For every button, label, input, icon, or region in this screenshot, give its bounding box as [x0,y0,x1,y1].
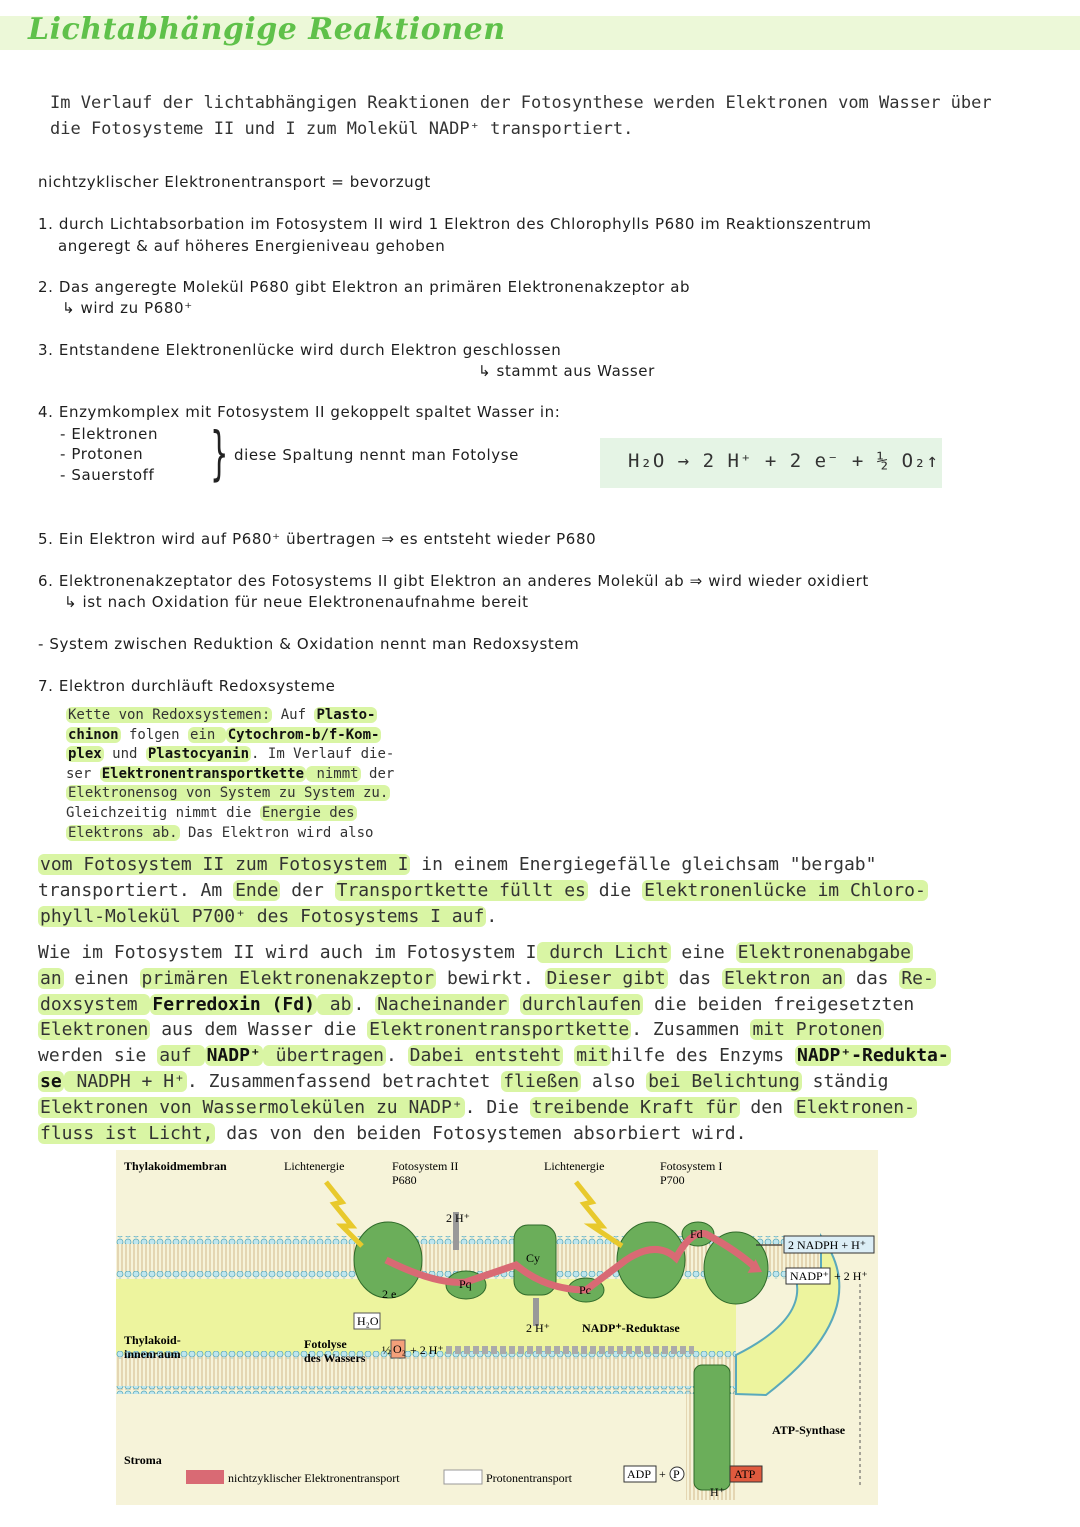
text-segment: Auf [272,707,315,723]
highlighted-text: Cytochrom-b/f-Kom- [227,726,380,743]
text-segment: eine [670,942,736,963]
label-h2o: H₂O [357,1314,379,1328]
label-2h-lumen: 2 H⁺ [526,1321,550,1335]
highlighted-text: Ende [235,879,279,901]
label-lichtenergie-1: Lichtenergie [284,1159,345,1173]
text-segment: Gleichzeitig nimmt die [66,804,260,821]
text-segment: . [486,905,498,927]
highlighted-text: Ferredoxin (Fd) [152,993,315,1015]
highlighted-text: Transportkette füllt es [336,879,586,901]
label-cy: Cy [526,1251,541,1265]
highlighted-text: Dabei entsteht [409,1045,562,1067]
step7-line: 7. Elektron durchläuft Redoxsysteme [38,677,336,695]
highlighted-text: Plastocyanin [147,746,250,763]
step5-line: 5. Ein Elektron wird auf P680⁺ übertragen ⇒ es entsteht wieder P680 [38,530,597,548]
text-segment: . Zusammen [631,1019,751,1041]
text-line [38,1017,1028,1043]
label-pq: Pq [459,1277,472,1291]
text-line [38,1069,1028,1095]
brace-glyph: } [210,419,229,487]
highlighted-text: Elektronenabgabe [737,942,911,963]
highlighted-text: Kette von Redoxsystemen: [68,707,271,723]
label-thylakoid-innenraum-1: Thylakoid- [124,1333,181,1347]
atp-synthase-stalk [694,1365,730,1490]
text-line [38,878,1028,904]
highlighted-text: Re- [901,967,934,989]
text-segment: das von den beiden Fotosystemen absorbiert wird. [215,1122,747,1144]
step6-line1: 6. Elektronenakzeptator des Fotosystems II gibt Elektron an anderes Molekül ab ⇒ wird wieder oxidiert [38,572,869,590]
text-line [66,804,426,824]
label-lichtenergie-2: Lichtenergie [544,1159,605,1173]
label-half: ½ [382,1343,391,1357]
text-segment: bewirkt. [436,967,545,989]
text-segment: einen [63,967,140,989]
highlighted-text: Elektron an [723,967,844,989]
highlighted-text: Elektronen- [795,1096,915,1118]
step4-line: 4. Enzymkomplex mit Fotosystem II gekoppelt spaltet Wasser in: [38,403,561,421]
highlighted-text: chinon [68,726,119,743]
photolysis-formula: H₂O → 2 H⁺ + 2 e⁻ + ½ O₂↑ [628,450,939,472]
step2-line2: ↳ wird zu P680⁺ [62,299,193,317]
text-segment: die beiden freigesetzten [643,993,915,1015]
lower-membrane-heads-bottom [116,1386,736,1394]
step1-line2: angeregt & auf höheres Energieniveau gehoben [58,237,446,255]
text-segment: werden sie [38,1045,158,1067]
label-nadph: 2 NADPH + H⁺ [788,1238,867,1252]
book-paragraph-2 [38,940,1028,1146]
text-segment: ständig [801,1070,889,1092]
text-segment: . [385,1045,408,1067]
label-o2: O₂ [393,1342,406,1356]
highlighted-text: vom Fotosystem II zum Fotosystem I [40,854,409,875]
highlighted-text: übertragen [264,1045,384,1067]
highlighted-text: ein [190,726,224,743]
text-segment: der [280,879,335,901]
highlighted-text: NADPH + H⁺ [65,1070,185,1092]
label-nadp-reduktase: NADP⁺-Reduktase [582,1321,680,1335]
step1-line1: 1. durch Lichtabsorbation im Fotosystem II wird 1 Elektron des Chlorophylls P680 im Reaktionszentrum [38,215,872,233]
legend-electron-arrow [186,1470,224,1484]
highlighted-text: Elektronen [40,1019,149,1041]
highlighted-text: mit Protonen [752,1019,883,1041]
text-segment: ser [66,765,100,782]
label-atp-synthase: ATP-Synthase [772,1423,846,1437]
label-thylakoidmembran: Thylakoidmembran [124,1159,227,1173]
text-segment: . Zusammenfassend betrachtet [186,1070,502,1092]
step4-item: - Sauerstoff [60,466,155,484]
legend-proton-arrow [444,1470,482,1484]
text-segment: transportiert. Am [38,879,234,901]
text-segment: hilfe des Enzyms [610,1045,795,1067]
redox-line: - System zwischen Reduktion & Oxidation nennt man Redoxsystem [38,635,580,653]
text-line [66,726,426,746]
highlighted-text: NADP⁺ [206,1045,261,1067]
label-atp: ATP [734,1467,756,1481]
highlighted-text: fließen [503,1070,580,1092]
highlighted-text: plex [68,746,102,763]
text-segment: Das Elektron wird also [179,824,374,841]
highlighted-text: Dieser gibt [546,967,666,989]
text-segment: also [581,1070,647,1092]
label-2e: 2 e [382,1287,397,1301]
highlighted-text: fluss ist Licht, [40,1122,214,1144]
label-p680: P680 [392,1173,417,1187]
text-line [66,784,426,804]
text-segment: der [360,765,395,782]
book-excerpt-small [66,706,426,843]
highlighted-text: primären Elektronenakzeptor [141,967,435,989]
lower-membrane-tails [116,1355,736,1390]
text-segment: . Im Verlauf die- [251,746,395,763]
highlighted-text: Elektrons ab. [68,824,178,841]
step4-item: - Elektronen [60,425,159,443]
highlighted-text: nimmt [308,765,359,782]
photosynthesis-diagram [116,1150,878,1505]
label-stroma: Stroma [124,1453,162,1467]
highlighted-text: treibende Kraft für [531,1096,738,1118]
text-segment: den [739,1096,794,1118]
label-fotosystem-1: Fotosystem I [660,1159,723,1173]
label-thylakoid-innenraum-2: innenraum [124,1347,181,1361]
highlighted-text: bei Belichtung [648,1070,800,1092]
intro-text: Im Verlauf der lichtabhängigen Reaktionen der Fotosynthese werden Elektronen vom Wasser über die Fotosysteme II und I zum Molekül NADP⁺ transportiert. [50,93,992,139]
label-fd: Fd [690,1227,703,1241]
label-fotolyse: Fotolyse [304,1337,347,1351]
text-segment: das [667,967,722,989]
highlighted-text: Elektronensog von System zu System zu. [68,785,389,802]
highlighted-text: se [40,1070,62,1092]
label-plus-2h: + 2 H⁺ [410,1343,444,1357]
highlighted-text: Elektronen von Wassermolekülen zu NADP⁺ [40,1096,463,1118]
text-line [66,706,426,726]
text-line [66,745,426,765]
text-line [66,824,426,844]
highlighted-text: NADP⁺-Redukta- [796,1045,949,1067]
highlighted-text: durchlaufen [522,993,642,1015]
label-p: P [673,1467,680,1481]
text-segment [563,1045,574,1066]
text-segment: und [103,746,146,763]
text-line [38,1095,1028,1121]
text-line [38,1121,1028,1147]
page-title: Lichtabhängige Reaktionen [28,12,506,47]
highlighted-text: Energie des [261,804,355,821]
label-des-wassers: des Wassers [304,1351,366,1365]
step6-line2: ↳ ist nach Oxidation für neue Elektronenaufnahme bereit [64,593,529,611]
text-segment: . [353,993,376,1015]
text-line [38,852,1028,878]
highlighted-text: durch Licht [538,942,669,963]
text-line [38,992,1028,1018]
label-nadp: NADP⁺ [790,1269,830,1283]
text-segment: die [587,879,643,901]
highlighted-text: Nacheinander [377,993,508,1015]
label-p700: P700 [660,1173,685,1187]
highlighted-text: auf [159,1045,203,1067]
highlighted-text: Elektronentransportkette [101,765,305,782]
label-adp: ADP [627,1467,652,1481]
highlighted-text: Elektronentransportkette [369,1019,630,1041]
highlighted-text: an [40,967,62,989]
text-line [38,940,1028,966]
legend-label-proton: Protonentransport [486,1471,572,1485]
step4-item: - Protonen [60,445,144,463]
book-paragraph-1 [38,852,1028,929]
legend-label-electron: nichtzyklischer Elektronentransport [228,1471,400,1485]
text-segment: Wie im Fotosystem II wird auch im Fotosystem I [38,942,537,963]
highlighted-text: mit [576,1045,609,1067]
label-fotosystem-2: Fotosystem II [392,1159,459,1173]
text-line [38,1043,1028,1069]
text-segment: aus dem Wasser die [150,1019,368,1041]
notes-heading: nichtzyklischer Elektronentransport = bevorzugt [38,173,431,191]
highlighted-text: Elektronenlücke im Chloro- [644,879,926,901]
step3-line1: 3. Entstandene Elektronenlücke wird durch Elektron geschlossen [38,341,562,359]
text-segment [509,994,520,1015]
label-plus-2h-right: + 2 H⁺ [834,1269,868,1283]
highlighted-text: phyll-Molekül P700⁺ des Fotosystems I auf [40,905,485,927]
step3-line2: ↳ stammt aus Wasser [478,362,655,380]
highlighted-text: ab [318,993,352,1015]
label-pc: Pc [579,1283,591,1297]
label-h-bottom: H⁺ [710,1485,725,1499]
label-plus: + [659,1467,666,1481]
text-line [38,904,1028,930]
text-segment: das [845,967,900,989]
text-segment: . Die [464,1096,530,1118]
text-line [38,966,1028,992]
text-segment: in einem Energiegefälle gleichsam "bergab" [410,854,877,875]
label-2h-top: 2 H⁺ [446,1211,470,1225]
fotolyse-note: diese Spaltung nennt man Fotolyse [234,446,520,464]
text-line [66,765,426,785]
highlighted-text: Plasto- [316,707,376,723]
text-segment: folgen [120,726,189,743]
step2-line1: 2. Das angeregte Molekül P680 gibt Elektron an primären Elektronenakzeptor ab [38,278,691,296]
highlighted-text: doxsystem [40,993,149,1015]
